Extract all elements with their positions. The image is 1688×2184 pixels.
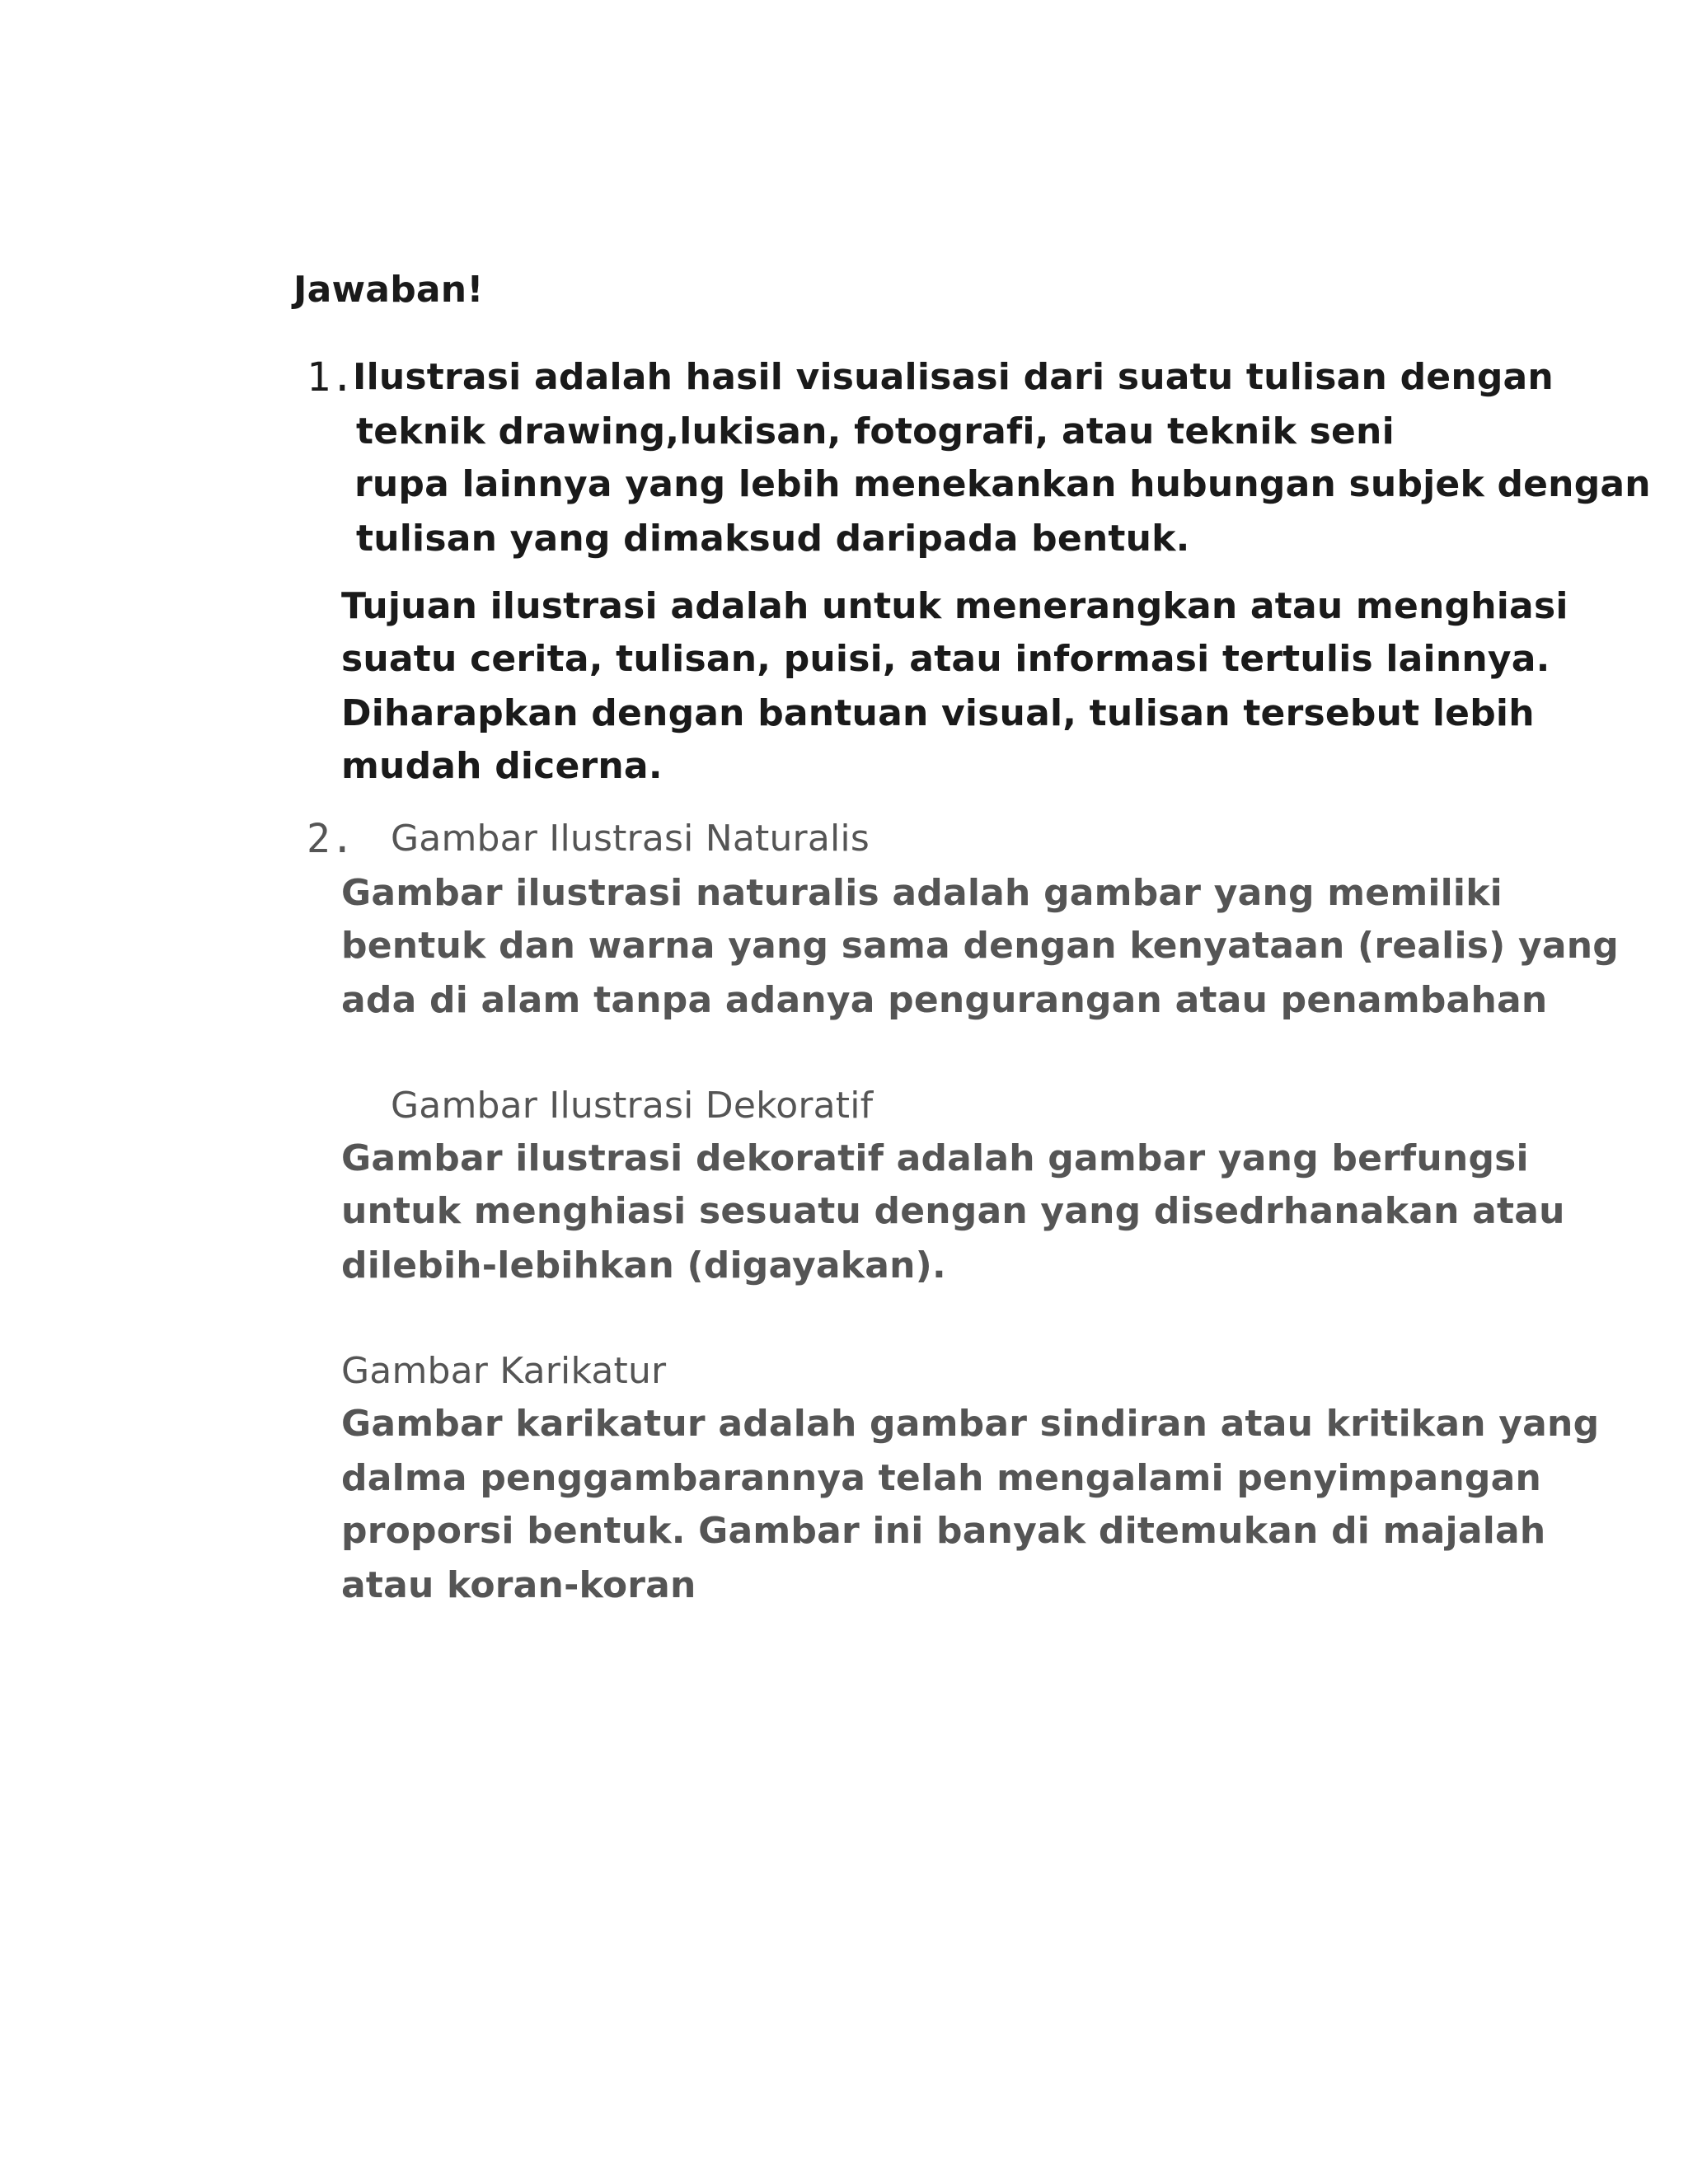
- section-title-karikatur: Gambar Karikatur: [341, 1350, 667, 1392]
- answer-2-number: 2.: [307, 816, 354, 862]
- section-karikatur-line: atau koran-koran: [341, 1564, 696, 1606]
- answer-1-purpose-line: suatu cerita, tulisan, puisi, atau informasi tertulis lainnya.: [341, 638, 1550, 680]
- section-naturalis-line: ada di alam tanpa adanya pengurangan atau penambahan: [341, 979, 1548, 1021]
- answer-1-definition-line: Ilustrasi adalah hasil visualisasi dari suatu tulisan dengan: [353, 356, 1554, 398]
- section-title-naturalis: Gambar Ilustrasi Naturalis: [391, 818, 870, 860]
- section-naturalis-line: bentuk dan warna yang sama dengan kenyataan (realis) yang: [341, 925, 1619, 967]
- section-naturalis-line: Gambar ilustrasi naturalis adalah gambar yang memiliki: [341, 872, 1503, 914]
- answer-1-definition-line: rupa lainnya yang lebih menekankan hubungan subjek dengan: [354, 463, 1651, 505]
- answer-1-definition-line: teknik drawing,lukisan, fotografi, atau teknik seni: [356, 410, 1395, 452]
- answer-1-definition-line: tulisan yang dimaksud daripada bentuk.: [356, 518, 1190, 560]
- answer-1-number: 1.: [307, 354, 354, 401]
- section-karikatur-line: proporsi bentuk. Gambar ini banyak ditemukan di majalah: [341, 1510, 1546, 1552]
- section-karikatur-line: Gambar karikatur adalah gambar sindiran atau kritikan yang: [341, 1403, 1600, 1445]
- answer-1-purpose-line: Tujuan ilustrasi adalah untuk menerangkan atau menghiasi: [341, 585, 1568, 627]
- section-dekoratif-line: Gambar ilustrasi dekoratif adalah gambar yang berfungsi: [341, 1137, 1529, 1179]
- answer-1-purpose-line: Diharapkan dengan bantuan visual, tulisan tersebut lebih: [341, 692, 1535, 734]
- section-title-dekoratif: Gambar Ilustrasi Dekoratif: [391, 1085, 874, 1127]
- section-karikatur-line: dalma penggambarannya telah mengalami penyimpangan: [341, 1457, 1542, 1499]
- answer-heading: Jawaban!: [293, 269, 484, 311]
- answer-1-purpose-line: mudah dicerna.: [341, 745, 663, 787]
- section-dekoratif-line: untuk menghiasi sesuatu dengan yang disedrhanakan atau: [341, 1190, 1565, 1232]
- section-dekoratif-line: dilebih-lebihkan (digayakan).: [341, 1244, 946, 1286]
